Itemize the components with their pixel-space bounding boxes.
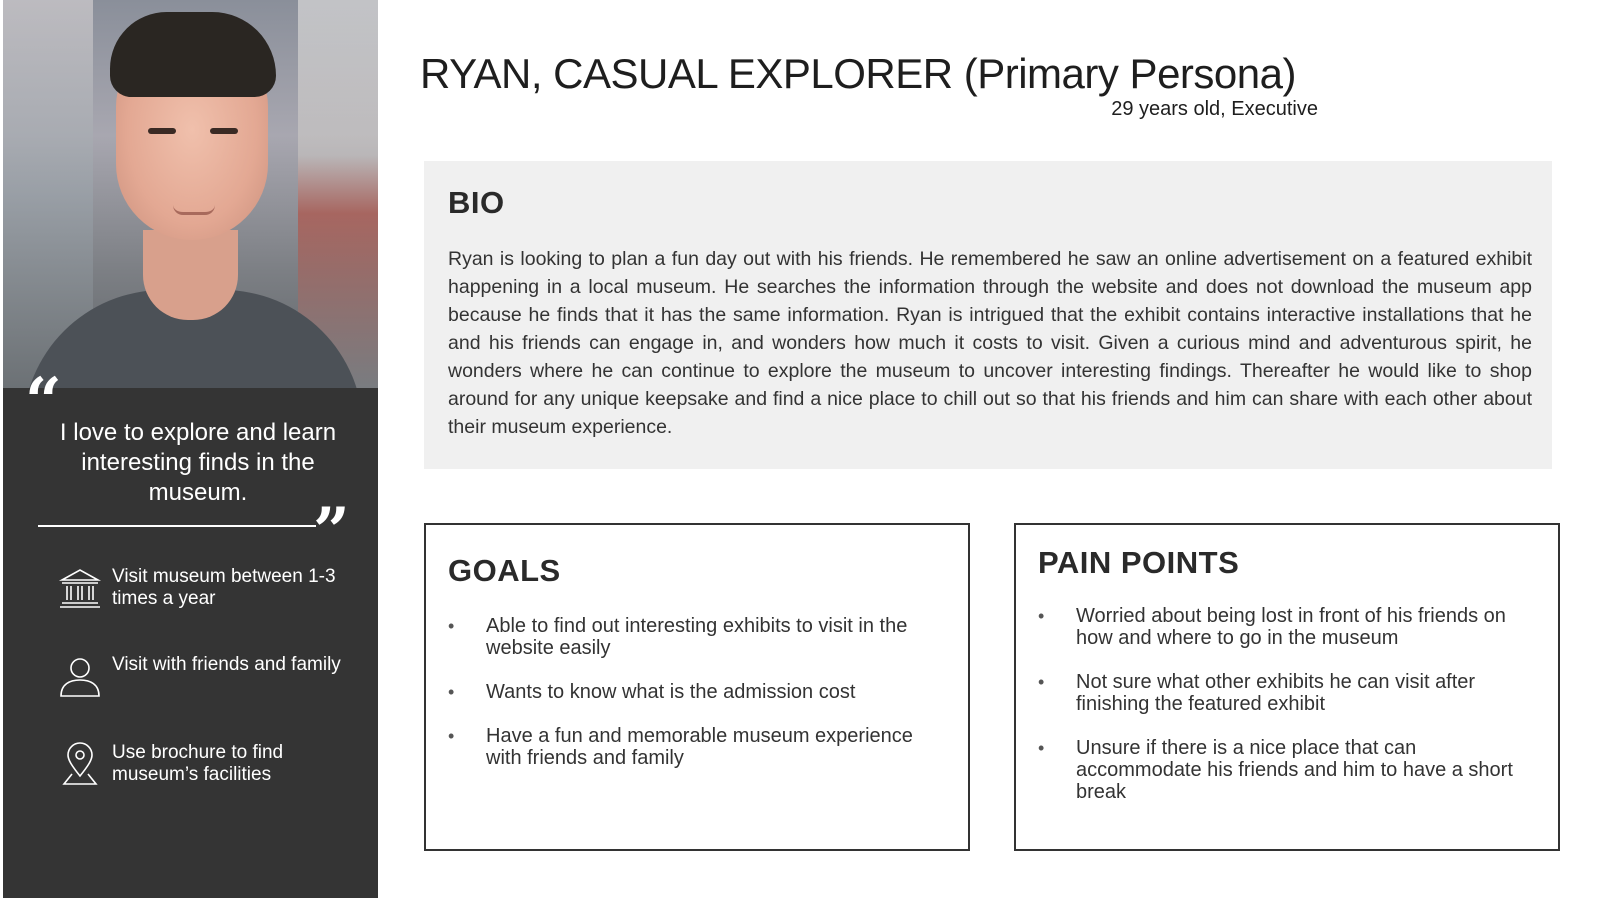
quote-divider bbox=[38, 525, 316, 527]
bio-heading: BIO bbox=[448, 185, 505, 220]
bullet-icon: • bbox=[448, 682, 455, 702]
museum-icon bbox=[58, 566, 102, 610]
open-quote-icon: “ bbox=[25, 364, 62, 439]
map-pin-icon bbox=[58, 742, 102, 786]
pain-points-heading: PAIN POINTS bbox=[1038, 545, 1240, 580]
bullet-icon: • bbox=[1038, 606, 1045, 626]
fact-brochure bbox=[58, 742, 378, 802]
list-item: • Able to find out interesting exhibits to visit in the website easily bbox=[448, 615, 908, 659]
close-quote-icon: ” bbox=[313, 494, 350, 569]
persona-quote: I love to explore and learn interesting finds in the museum. bbox=[59, 419, 337, 506]
bullet-icon: • bbox=[448, 616, 455, 636]
fact-label: Use brochure to find museum’s facilities bbox=[112, 742, 284, 785]
list-item: • Wants to know what is the admission cost bbox=[448, 681, 856, 703]
list-item: • Unsure if there is a nice place that can accommodate his friends and him to have a short break bbox=[1038, 737, 1513, 803]
persona-subtitle: 29 years old, Executive bbox=[1111, 98, 1318, 120]
goals-heading: GOALS bbox=[448, 553, 561, 588]
bullet-icon: • bbox=[1038, 672, 1045, 692]
list-item: • Have a fun and memorable museum experience with friends and family bbox=[448, 725, 913, 769]
user-icon bbox=[58, 654, 102, 698]
goals-list bbox=[448, 615, 948, 791]
pain-points-list bbox=[1038, 605, 1538, 825]
bio-text: Ryan is looking to plan a fun day out with his friends. He remembered he saw an online advertisement on a featured exhibit happening in a local museum. He searches the information through the website and does not download the museum app because he finds that it has the same information. Ryan is intrigued that the exhibit contains interactive installations that he and his friends can engage in, and wonders how much it costs to visit. Given a curious mind and adventurous spirit, he wonders where he can continue to explore the museum to uncover interesting findings. Thereafter he would like to shop around for any unique keepsake and find a nice place to chill out so that his friends and him can share with each other about their museum experience. bbox=[448, 248, 1532, 438]
pain-points-section bbox=[1014, 523, 1560, 851]
bullet-icon: • bbox=[448, 726, 455, 746]
bio-section bbox=[424, 161, 1552, 469]
fact-visit-frequency bbox=[58, 566, 378, 626]
persona-sidebar bbox=[3, 0, 378, 898]
bullet-icon: • bbox=[1038, 738, 1045, 758]
fact-label: Visit with friends and family bbox=[112, 654, 341, 675]
list-item: • Not sure what other exhibits he can visit after finishing the featured exhibit bbox=[1038, 671, 1476, 715]
goals-section bbox=[424, 523, 970, 851]
persona-title: RYAN, CASUAL EXPLORER (Primary Persona) bbox=[420, 50, 1296, 97]
persona-photo bbox=[3, 0, 378, 388]
list-item: • Worried about being lost in front of his friends on how and where to go in the museum bbox=[1038, 605, 1506, 649]
fact-companions bbox=[58, 654, 378, 714]
fact-label: Visit museum between 1-3 times a year bbox=[112, 566, 336, 609]
